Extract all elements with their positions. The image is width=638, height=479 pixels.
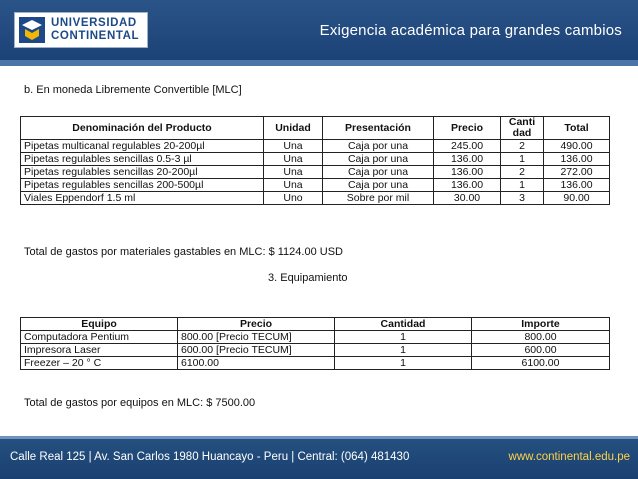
materials-table-header (21, 117, 610, 140)
col-equipment-quantity: Cantidad (335, 318, 472, 331)
product-cell: Viales Eppendorf 1.5 ml (21, 192, 264, 205)
footer-website-link[interactable]: www.continental.edu.pe (508, 451, 630, 463)
equipment-cell: Impresora Laser (21, 344, 178, 357)
section-b-heading: b. En moneda Libremente Convertible [MLC] (24, 84, 242, 96)
quantity-cell: 1 (501, 179, 544, 192)
table-row (21, 153, 610, 166)
table-row (21, 344, 610, 357)
price-cell: 245.00 (434, 140, 501, 153)
amount-cell: 800.00 (472, 331, 610, 344)
product-cell: Pipetas regulables sencillas 200-500µl (21, 179, 264, 192)
quantity-cell: 2 (501, 166, 544, 179)
col-price: Precio (434, 117, 501, 140)
unit-cell: Una (264, 140, 323, 153)
unit-cell: Una (264, 166, 323, 179)
amount-cell: 6100.00 (472, 357, 610, 370)
quantity-cell: 1 (501, 153, 544, 166)
materials-total-text: Total de gastos por materiales gastables en MLC: $ 1124.00 USD (24, 246, 343, 258)
equipment-quantity-cell: 1 (335, 357, 472, 370)
col-unit: Unidad (264, 117, 323, 140)
price-cell: 136.00 (434, 166, 501, 179)
footer-address: Calle Real 125 | Av. San Carlos 1980 Huancayo - Peru | Central: (064) 481430 (10, 451, 410, 463)
quantity-cell: 2 (501, 140, 544, 153)
col-equipment: Equipo (21, 318, 178, 331)
equipment-price-cell: 600.00 [Precio TECUM] (178, 344, 335, 357)
presentation-cell: Caja por una (323, 153, 434, 166)
unit-cell: Uno (264, 192, 323, 205)
total-cell: 136.00 (544, 179, 610, 192)
equipment-quantity-cell: 1 (335, 331, 472, 344)
equipment-cell: Freezer – 20 ° C (21, 357, 178, 370)
col-total: Total (544, 117, 610, 140)
product-cell: Pipetas multicanal regulables 20-200µl (21, 140, 264, 153)
equipment-table (20, 317, 610, 370)
presentation-cell: Caja por una (323, 140, 434, 153)
logo-emblem-icon (19, 17, 45, 43)
price-cell: 136.00 (434, 153, 501, 166)
equipment-quantity-cell: 1 (335, 344, 472, 357)
table-row (21, 140, 610, 153)
total-cell: 490.00 (544, 140, 610, 153)
table-row (21, 357, 610, 370)
logo-text-line1: UNIVERSIDAD (51, 17, 137, 29)
quantity-cell: 3 (501, 192, 544, 205)
table-row (21, 192, 610, 205)
equipment-price-cell: 800.00 [Precio TECUM] (178, 331, 335, 344)
unit-cell: Una (264, 179, 323, 192)
equipment-table-header (21, 318, 610, 331)
equipment-total-text: Total de gastos por equipos en MLC: $ 7500.00 (24, 397, 256, 409)
presentation-cell: Sobre por mil (323, 192, 434, 205)
equipment-cell: Computadora Pentium (21, 331, 178, 344)
product-cell: Pipetas regulables sencillas 20-200µl (21, 166, 264, 179)
university-logo[interactable] (14, 12, 148, 48)
total-cell: 272.00 (544, 166, 610, 179)
col-amount: Importe (472, 318, 610, 331)
col-product: Denominación del Producto (21, 117, 264, 140)
price-cell: 30.00 (434, 192, 501, 205)
presentation-cell: Caja por una (323, 166, 434, 179)
logo-text-line2: CONTINENTAL (51, 30, 140, 42)
header-bar (0, 0, 638, 60)
table-row (21, 331, 610, 344)
table-row (21, 166, 610, 179)
col-equipment-price: Precio (178, 318, 335, 331)
amount-cell: 600.00 (472, 344, 610, 357)
total-cell: 90.00 (544, 192, 610, 205)
price-cell: 136.00 (434, 179, 501, 192)
presentation-cell: Caja por una (323, 179, 434, 192)
product-cell: Pipetas regulables sencillas 0.5-3 µl (21, 153, 264, 166)
table-row (21, 179, 610, 192)
unit-cell: Una (264, 153, 323, 166)
col-presentation: Presentación (323, 117, 434, 140)
equipment-price-cell: 6100.00 (178, 357, 335, 370)
total-cell: 136.00 (544, 153, 610, 166)
header-slogan: Exigencia académica para grandes cambios (319, 22, 622, 39)
slide-content (0, 66, 638, 436)
materials-table (20, 116, 610, 205)
col-quantity: Canti dad (501, 117, 544, 140)
section-3-heading: 3. Equipamiento (268, 272, 348, 284)
footer-bar (0, 436, 638, 479)
